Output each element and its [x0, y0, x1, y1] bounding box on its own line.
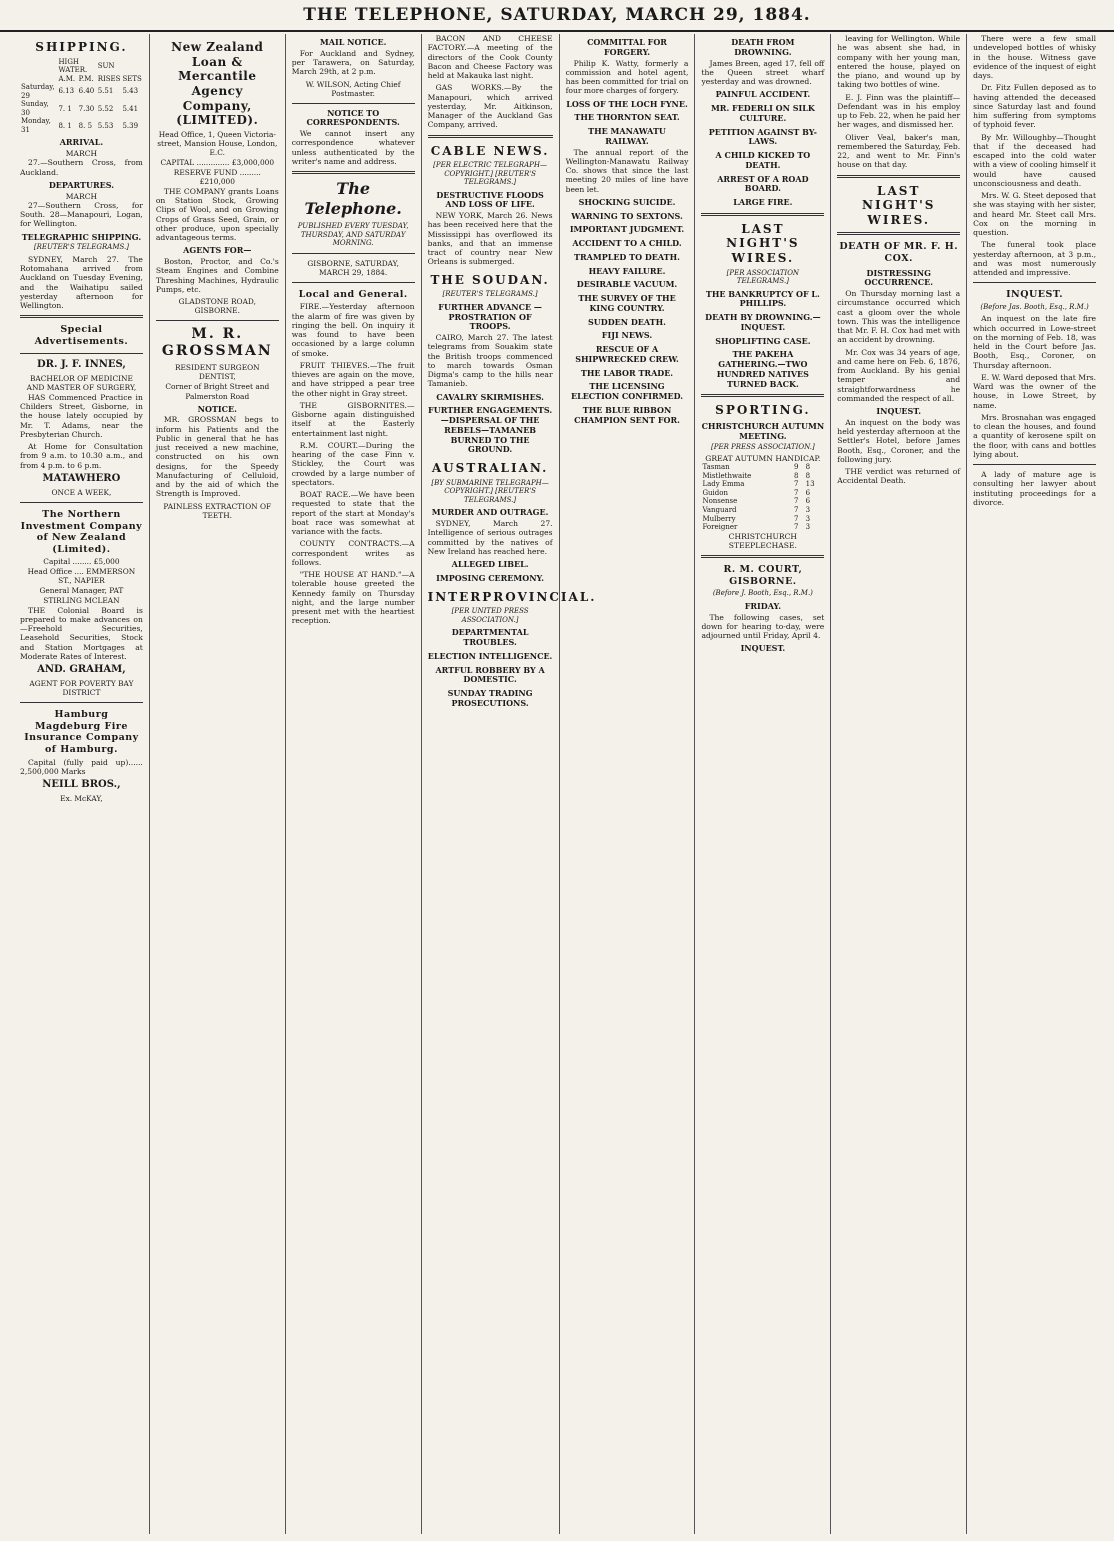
tide-value: 7. 1: [58, 104, 72, 113]
cavalry-heading: CAVALRY SKIRMISHES.: [436, 391, 544, 402]
arrival-text: 27.—Southern Cross, from Auckland.: [20, 158, 143, 177]
tide-sub: P.M.: [78, 74, 94, 83]
sudden-heading: SUDDEN DEATH.: [588, 316, 666, 327]
ribbon-heading: THE BLUE RIBBON CHAMPION SENT FOR.: [574, 404, 680, 425]
horse-name: Mulberry: [702, 514, 736, 523]
divider: [701, 394, 824, 397]
leaving-text: leaving for Wellington. While he was absent she had, in company with her young man, entered the house, played on the piano, and wound up by taking two bottles of wine.: [837, 34, 961, 90]
inquest-heading: INQUEST.: [876, 406, 922, 417]
shipping-heading: SHIPPING.: [35, 40, 128, 54]
divider: [428, 135, 553, 138]
special-heading: Special Advertisements.: [34, 324, 129, 348]
tide-value: 7.30: [78, 104, 95, 113]
col8-text: By Mr. Willoughby—Thought that if the deceased had escaped into the cold water with a view of cooling himself it would have caused unconsciousness and death.: [973, 132, 1097, 188]
graham-name: AND. GRAHAM,: [37, 664, 126, 676]
col8-text: A lady of mature age is consulting her lawyer about instituting proceedings for a divorce.: [973, 470, 1097, 507]
soudan-heading: THE SOUDAN.: [430, 272, 550, 287]
tide-value: 5.53: [97, 121, 114, 130]
column-3: [286, 34, 422, 1534]
col8-text: E. W. Ward deposed that Mrs. Ward was the owner of the house, in Lowe Street, by name.: [973, 372, 1097, 410]
tide-value: 5.41: [122, 104, 139, 113]
telegraphic-heading: TELEGRAPHIC SHIPPING.: [21, 231, 142, 242]
column-8: [967, 34, 1102, 1534]
inquest-text: An inquest on the late fire which occurred in Lowe-street on the morning of Feb. 18, was held in the Court before Jas. Booth, Esq., Coroner, on Thursday afternoon.: [973, 314, 1097, 370]
libel-heading: ALLEGED LIBEL.: [451, 559, 529, 570]
investment-text: THE Colonial Board is prepared to make advances on—Freehold Securities, Leasehold Securities, Stock and Station Mortgages at Moderate Rates of Interest.: [20, 605, 143, 661]
column-2: [150, 34, 286, 1534]
arrival-heading: ARRIVAL.: [59, 137, 104, 148]
tide-value: 5.39: [122, 121, 139, 130]
col8-text: There were a few small undeveloped bottles of whisky in the house. Witness gave evidence of the inquest of eight days.: [973, 34, 1097, 80]
tide-sub: RISES: [97, 74, 121, 83]
court-text: The following cases, set down for hearing to-day, were adjourned until Friday, April 4.: [701, 612, 825, 641]
wires-heading: LAST NIGHT'S WIRES.: [862, 183, 936, 227]
painless: PAINLESS EXTRACTION OF TEETH.: [163, 501, 272, 520]
cox-body: Mr. Cox was 34 years of age, and came here on Feb. 6, 1876, from Auckland. By his genial temper and straightforwardness he commanded the respect of all.: [837, 347, 961, 403]
soudan-sub: [REUTER'S TELEGRAMS.]: [442, 290, 538, 299]
divider: [20, 353, 143, 354]
divider: [292, 282, 415, 283]
newspaper-logo: The Telephone.: [304, 179, 402, 218]
departures-text: 27—Southern Cross, for South. 28—Manapouri, Logan, for Wellington.: [20, 200, 143, 229]
failure-heading: HEAVY FAILURE.: [588, 265, 666, 276]
tide-row: [20, 83, 143, 100]
local-paragraph: BOAT RACE.—We have been requested to state that the report of the start at Monday's boat race was somewhat at variance with the facts.: [291, 490, 415, 537]
horse-name: Guidon: [702, 488, 728, 497]
newspaper-page: [14, 34, 1102, 1534]
investment-line: Capital ........ £5,000: [43, 557, 120, 567]
tide-value: 8. 1: [58, 121, 72, 130]
divider: [837, 175, 960, 178]
mail-signature: W. WILSON, Acting Chief Postmaster.: [305, 79, 401, 98]
tide-day: Monday, 31: [21, 117, 51, 134]
horse-name: Nonsense: [702, 497, 738, 506]
odds-value: 7: [793, 497, 799, 506]
local-paragraph: THE GISBORNITES.—Gisborne again distinguished itself at the Easterly entertainment last night.: [291, 400, 415, 438]
company-text: THE COMPANY grants Loans on Station Stock, Growing Clips of Wool, and on Growing Crops of Grass Seed, Grain, or other produce, upon specially advantageous terms.: [155, 186, 279, 243]
tide-sub: SETS: [122, 74, 142, 83]
odds-value: 7: [793, 480, 799, 489]
investment-heading: The Northern Investment Company of New Zealand (Limited).: [20, 509, 143, 555]
cox-body: On Thursday morning last a circumstance occurred which cast a gloom over the whole town. This was the intelligence that Mr. F. H. Cox had met with an accident by drowning.: [837, 289, 961, 345]
matawhero: MATAWHERO: [42, 472, 121, 484]
odds-value: 7: [793, 506, 799, 514]
nz-loan-heading: New Zealand Loan & Mercantile Agency Company, (LIMITED).: [171, 40, 264, 128]
newspaper-masthead: THE TELEPHONE, SATURDAY, MARCH 29, 1884.: [0, 0, 1114, 32]
autumn-sub: [PER PRESS ASSOCIATION.]: [711, 442, 815, 451]
tide-day: Sunday, 30: [21, 100, 49, 117]
tide-value: 6.40: [78, 87, 95, 96]
horse-name: Mistlethwaite: [702, 471, 752, 480]
investment-line: General Manager, PAT STIRLING MCLEAN: [39, 586, 124, 605]
tide-header-high: HIGH WATER.: [58, 57, 88, 75]
hamburg-capital: Capital (fully paid up)...... 2,500,000 Marks: [20, 757, 143, 776]
odds-value: 3: [805, 514, 811, 523]
tide-value: 5.43: [122, 87, 139, 96]
tide-table: [20, 58, 143, 135]
col8-text: Mrs. W. G. Steet deposed that she was staying with her sister, and heard Mr. Steet call Mrs. Cox on the morning in question.: [973, 191, 1097, 237]
railway-heading: THE MANAWATU RAILWAY.: [588, 126, 666, 146]
federli-heading: MR. FEDERLI ON SILK CULTURE.: [710, 103, 815, 123]
bankruptcy-heading: THE BANKRUPTCY OF L. PHILLIPS.: [705, 288, 820, 309]
cox-text: Oliver Veal, baker's man, remembered the Saturday, Feb. 22, and went to Mr. Finn's house on that day.: [837, 132, 961, 170]
survey-heading: THE SURVEY OF THE KING COUNTRY.: [578, 293, 676, 313]
inquest-heading: INQUEST.: [740, 643, 786, 654]
mckay: Ex. McKAY,: [60, 794, 103, 804]
inquest-sub: (Before Jas. Booth, Esq., R.M.): [980, 302, 1089, 311]
odds-value: 7: [793, 488, 799, 497]
ceremony-heading: IMPOSING CEREMONY.: [436, 572, 544, 583]
inquest-heading: INQUEST.: [1006, 289, 1064, 301]
grossman-sub: RESIDENT SURGEON DENTIST,: [174, 363, 260, 382]
licensing-heading: THE LICENSING ELECTION CONFIRMED.: [570, 381, 684, 401]
tide-value: 5.52: [97, 104, 114, 113]
local-paragraph: COUNTY CONTRACTS.—A correspondent writes as follows.: [291, 539, 415, 567]
gas-works-text: GAS WORKS.—By the Manapouri, which arrived yesterday, Mr. Aitkinson, Manager of the Auckland Gas Company, arrived.: [427, 83, 553, 130]
fiji-heading: FIJI NEWS.: [601, 330, 653, 341]
col8-text: Mrs. Brosnahan was engaged to clean the houses, and found a quantity of kerosene spilt on the floor, with cans and bottles lying about.: [973, 412, 1097, 459]
inquest-body: An inquest on the body was held yesterday afternoon at the Settler's Hotel, before James Booth, Esq., Coroner, and the following jury.: [837, 417, 961, 464]
election-heading: ELECTION INTELLIGENCE.: [427, 650, 553, 661]
finn-text: E. J. Finn was the plaintiff—Defendant was in his employ up to Feb. 22, when he paid her her wages, and dismissed her.: [837, 92, 961, 130]
odds-value: 3: [805, 506, 811, 514]
tide-day: Saturday, 29: [21, 83, 55, 100]
arrival-month: MARCH: [65, 149, 98, 159]
telegraphic-sub: [REUTER'S TELEGRAMS.]: [33, 243, 129, 252]
col8-text: Dr. Fitz Fullen deposed as to having attended the deceased since Saturday last and found him suffering from symptoms of typhoid fever.: [973, 83, 1097, 130]
warning-heading: WARNING TO SEXTONS.: [571, 210, 683, 221]
dept-heading: DEPARTMENTAL TROUBLES.: [451, 627, 529, 648]
notice-text: MR. GROSSMAN begs to inform his Patients and the Public in general that he has just received a new machine, constructed on his own designs, for the Speedy Manufacturing of Celluloid, and by the aid of which the Strength is Improved.: [155, 415, 279, 499]
further-heading: FURTHER ENGAGEMENTS.—DISPERSAL OF THE REBELS—TAMANEB BURNED TO THE GROUND.: [428, 405, 553, 455]
murder-text: SYDNEY, March 27. Intelligence of serious outrages committed by the natives of New Ireland has reached here.: [427, 519, 553, 556]
cable-sub: [PER ELECTRIC TELEGRAPH—COPYRIGHT.] [REUTER'S TELEGRAMS.]: [433, 161, 547, 187]
investment-line: Head Office .... EMMERSON ST., NAPIER: [27, 567, 136, 586]
innes-text: HAS Commenced Practice in Childers Street, Gisborne, in the house lately occupied by Mr. T. Adams, near the Presbyterian Church.: [20, 392, 143, 439]
tide-row: [20, 100, 143, 117]
cox-heading: DEATH OF MR. F. H. COX.: [839, 241, 959, 264]
odds-row: [701, 472, 824, 481]
divider: [292, 253, 415, 254]
local-paragraph: FIRE.—Yesterday afternoon the alarm of fire was given by ringing the bell. On inquiry it was found to have been occasioned by a large column of smoke.: [291, 302, 415, 358]
hamburg-heading: Hamburg Magdeburg Fire Insurance Company of Hamburg.: [24, 709, 139, 756]
tide-value: 5.51: [97, 87, 114, 96]
odds-value: 8: [805, 471, 811, 480]
suicide-heading: SHOCKING SUICIDE.: [578, 196, 676, 207]
neill: NEILL BROS.,: [42, 779, 121, 791]
odds-value: 7: [793, 514, 799, 523]
forgery-heading: COMMITTAL FOR FORGERY.: [587, 37, 667, 57]
vacuum-heading: DESIRABLE VACUUM.: [576, 279, 678, 290]
odds-value: 13: [805, 480, 815, 489]
capital-line: RESERVE FUND ......... £210,000: [173, 167, 261, 186]
odds-value: 6: [805, 488, 811, 497]
divider: [20, 702, 143, 703]
soudan-text: CAIRO, March 27. The latest telegrams from Souakim state the British troops commenced to march towards Osman Digma's camp to the hills near Tamanieb.: [427, 333, 553, 389]
innes-line: BACHELOR OF MEDICINE AND MASTER OF SURGERY,: [26, 373, 137, 392]
horse-name: Tasman: [702, 463, 730, 472]
autumn-heading: CHRISTCHURCH AUTUMN MEETING.: [701, 421, 825, 441]
agents-heading: AGENTS FOR—: [183, 245, 252, 256]
horse-name: Lady Emma: [702, 480, 745, 489]
innes-name: DR. J. F. INNES,: [37, 358, 126, 370]
agents-text: Boston, Proctor, and Co.'s Steam Engines and Combine Threshing Machines, Hydraulic Pumps, etc.: [155, 257, 279, 294]
divider: [292, 103, 415, 104]
accident-heading: ACCIDENT TO A CHILD.: [572, 238, 682, 248]
column-1: [14, 34, 150, 1534]
odds-row: [701, 489, 824, 498]
column-7: [831, 34, 967, 1534]
grossman-addr: Corner of Bright Street and Palmerston Road: [165, 382, 270, 401]
labor-heading: THE LABOR TRADE.: [580, 367, 674, 378]
fire-heading: LARGE FIRE.: [733, 197, 793, 207]
sporting-heading: SPORTING.: [715, 403, 811, 418]
cox-subheading: DISTRESSING OCCURRENCE.: [864, 267, 934, 288]
mail-text: For Auckland and Sydney, per Tarawera, on Saturday, March 29th, at 2 p.m.: [291, 48, 415, 77]
divider: [292, 171, 415, 174]
wires-heading: LAST NIGHT'S WIRES.: [726, 221, 800, 265]
innes-hours: At Home for Consultation from 9 a.m. to 10.30 a.m., and from 4 p.m. to 6 p.m.: [20, 442, 143, 470]
column-4: [422, 34, 597, 1534]
correspondents-heading: NOTICE TO CORRESPONDENTS.: [306, 107, 400, 128]
odds-value: 8: [805, 463, 811, 472]
tide-header-sun: SUN: [97, 61, 115, 70]
kicked-heading: A CHILD KICKED TO DEATH.: [715, 150, 811, 170]
divider: [973, 464, 1096, 465]
head-office: Head Office, 1, Queen Victoria-street, Mansion House, London, E.C.: [157, 129, 278, 157]
painful-heading: PAINFUL ACCIDENT.: [715, 89, 811, 100]
gladstone: GLADSTONE ROAD, GISBORNE.: [178, 297, 256, 316]
court-sub: (Before J. Booth, Esq., R.M.): [712, 589, 813, 598]
trampled-heading: TRAMPLED TO DEATH.: [574, 251, 680, 262]
capital-line: CAPITAL .............. £3,000,000: [160, 157, 275, 167]
steeplechase-label: CHRISTCHURCH STEEPLECHASE.: [728, 531, 798, 550]
cable-text: NEW YORK, March 26. News has been received here that the Mississippi has overflowed its banks, and that an immense tract of country near New Orleans is submerged.: [427, 211, 553, 267]
col8-text: The funeral took place yesterday afternoon, at 3 p.m., and was most numerously attended and impressive.: [973, 240, 1097, 277]
court-heading: R. M. COURT, GISBORNE.: [723, 564, 803, 587]
inter-sub: [PER UNITED PRESS ASSOCIATION.]: [451, 607, 529, 624]
matawhero-sub: ONCE A WEEK,: [51, 488, 112, 498]
telegraphic-text: SYDNEY, March 27. The Rotomahana arrived from Auckland on Tuesday Evening, and the Waihatipu sailed yesterday afternoon for Wellington.: [20, 254, 143, 311]
forgery-text: Philip K. Watty, formerly a commission and hotel agent, has been committed for trial on four more charges of forgery.: [565, 58, 689, 96]
local-heading: Local and General.: [298, 288, 408, 300]
odds-row: [701, 515, 824, 524]
divider: [20, 315, 143, 318]
pakeha-heading: THE PAKEHA GATHERING.—TWO HUNDRED NATIVES TURNED BACK.: [716, 349, 809, 389]
horse-name: Foreigner: [702, 523, 738, 532]
soudan-subheading: FURTHER ADVANCE — PROSTRATION OF TROOPS.: [438, 301, 542, 332]
robbery-heading: ARTFUL ROBBERY BY A DOMESTIC.: [435, 664, 545, 685]
loss-heading: LOSS OF THE LOCH FYNE.: [566, 98, 688, 109]
departures-heading: DEPARTURES.: [48, 179, 114, 190]
australian-heading: AUSTRALIAN.: [431, 461, 549, 476]
divider: [701, 555, 824, 558]
correspondents-text: We cannot insert any correspondence whatever unless authenticated by the writer's name and address.: [291, 129, 415, 166]
horse-name: Vanguard: [702, 506, 737, 514]
verdict-text: THE verdict was returned of Accidental Death.: [837, 467, 961, 486]
australian-sub: [BY SUBMARINE TELEGRAPH—COPYRIGHT.] [REUTER'S TELEGRAMS.]: [431, 478, 549, 504]
interprovincial-heading: INTERPROVINCIAL.: [427, 589, 597, 604]
arrest-heading: ARREST OF A ROAD BOARD.: [717, 173, 809, 194]
notice-heading: NOTICE.: [197, 403, 237, 414]
mail-heading: MAIL NOTICE.: [319, 37, 387, 47]
judgment-heading: IMPORTANT JUDGMENT.: [569, 224, 685, 235]
tide-row: [20, 117, 143, 134]
odds-row: [701, 523, 824, 532]
column-6: [695, 34, 831, 1534]
cable-heading: CABLE NEWS.: [430, 143, 550, 158]
graham-line: AGENT FOR POVERTY BAY DISTRICT: [29, 679, 134, 698]
shoplifting-heading: SHOPLIFTING CASE.: [715, 335, 811, 346]
petition-heading: PETITION AGAINST BY-LAWS.: [708, 126, 817, 147]
odds-table: [701, 463, 824, 531]
published-line: PUBLISHED EVERY TUESDAY, THURSDAY, AND SATURDAY MORNING.: [297, 222, 409, 248]
wires-sub: [PER ASSOCIATION TELEGRAMS.]: [726, 268, 800, 286]
railway-text: The annual report of the Wellington-Manawatu Railway Co. shows that since the last meeting 20 miles of line have been let.: [565, 147, 689, 194]
cable-subheading: DESTRUCTIVE FLOODS AND LOSS OF LIFE.: [436, 189, 544, 210]
divider: [156, 320, 279, 321]
column-5: [560, 34, 696, 1534]
local-paragraph: R.M. COURT.—During the hearing of the case Finn v. Stickley, the Court was crowded by a large number of spectators.: [291, 440, 415, 487]
grossman-name: M. R. GROSSMAN: [161, 326, 273, 360]
tide-value: 8. 5: [78, 121, 93, 130]
odds-value: 9: [793, 463, 799, 472]
drowning-heading: DEATH FROM DROWNING.: [731, 37, 795, 57]
odds-row: [701, 480, 824, 489]
local-paragraph: "THE HOUSE AT HAND."—A tolerable house greeted the Kennedy family on Thursday night, and the large number present met with the heartiest reception.: [291, 570, 415, 626]
divider: [701, 213, 824, 216]
divider: [837, 232, 960, 235]
odds-value: 3: [805, 523, 811, 532]
odds-row: [701, 506, 824, 515]
local-paragraph: FRUIT THIEVES.—The fruit thieves are again on the move, and have stripped a pear tree the other night in Gray street.: [291, 360, 415, 398]
divider: [20, 502, 143, 503]
friday-heading: FRIDAY.: [744, 600, 781, 611]
dateline: GISBORNE, SATURDAY, MARCH 29, 1884.: [307, 258, 399, 277]
sunday-heading: SUNDAY TRADING PROSECUTIONS.: [447, 688, 533, 708]
bacon-text: BACON AND CHEESE FACTORY.—A meeting of the directors of the Cook County Bacon and Cheese Factory was held at Makauka last night.: [427, 34, 553, 80]
tide-sub: A.M.: [58, 74, 76, 83]
odds-row: [701, 497, 824, 506]
divider: [973, 282, 1096, 283]
murder-heading: MURDER AND OUTRAGE.: [431, 507, 549, 518]
odds-value: 8: [793, 471, 799, 480]
thornton-heading: THE THORNTON SEAT.: [574, 112, 680, 123]
inquest-heading: DEATH BY DROWNING.—INQUEST.: [705, 312, 821, 332]
odds-value: 6: [805, 497, 811, 506]
drowning-text: James Breen, aged 17, fell off the Queen street wharf yesterday and was drowned.: [701, 58, 825, 86]
odds-row: [701, 463, 824, 472]
departures-month: MARCH: [65, 191, 98, 201]
tide-value: 6.13: [58, 87, 75, 96]
odds-value: 7: [793, 523, 799, 532]
handicap-label: GREAT AUTUMN HANDICAP.: [705, 454, 821, 464]
rescue-heading: RESCUE OF A SHIPWRECKED CREW.: [575, 344, 679, 364]
